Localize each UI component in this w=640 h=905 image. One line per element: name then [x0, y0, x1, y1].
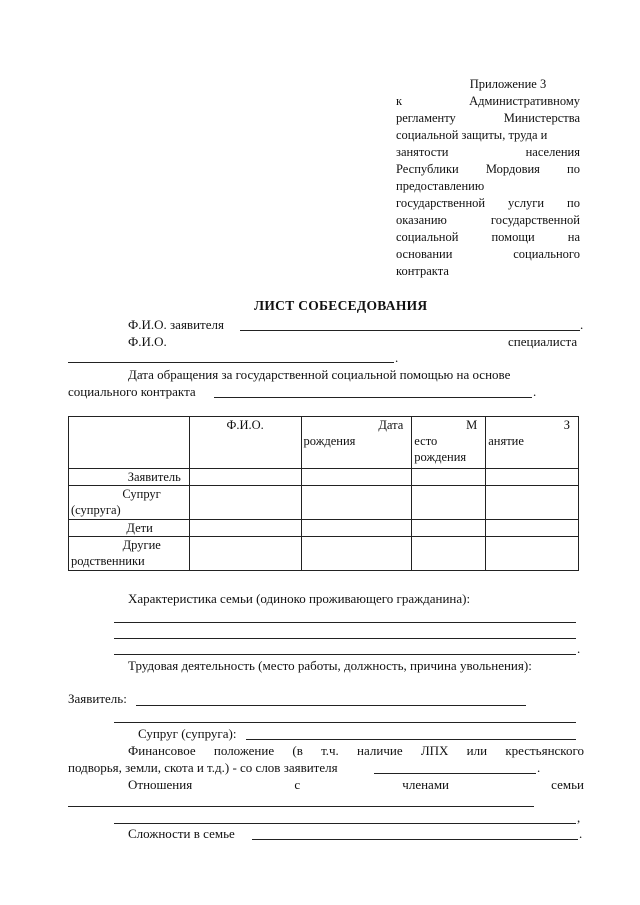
header-place-2: есто [414, 434, 438, 448]
annex-line [396, 229, 580, 246]
annex-word: предоставлению [396, 179, 485, 193]
table-header-row [69, 417, 579, 469]
fio-applicant-dot: . [580, 317, 584, 332]
annex-word: занятости [396, 145, 449, 159]
word: крестьянского [505, 743, 584, 758]
table-cell[interactable] [486, 520, 579, 537]
fio-applicant-label: Ф.И.О. заявителя [128, 317, 224, 332]
annex-line [396, 93, 580, 110]
word: ЛПХ [420, 743, 449, 758]
table-row [69, 469, 579, 486]
applicant-field[interactable] [136, 705, 526, 706]
annex-word: населения [525, 145, 580, 159]
annex-line [396, 212, 580, 229]
table-cell[interactable] [412, 486, 486, 520]
annex-word: Административному [469, 94, 580, 108]
table-cell[interactable] [412, 520, 486, 537]
finance-dot: . [537, 760, 541, 775]
row-label-relatives [69, 537, 190, 571]
word: т.ч. [321, 743, 339, 758]
word: (в [292, 743, 303, 758]
difficulties-dot: . [579, 826, 583, 841]
annex-word: по [567, 196, 580, 210]
table-cell[interactable] [189, 537, 301, 571]
table-row [69, 537, 579, 571]
relations-comma: , [577, 810, 581, 825]
table-cell[interactable] [412, 537, 486, 571]
header-empty [69, 417, 190, 469]
annex-line [396, 110, 580, 127]
table-row [69, 520, 579, 537]
date-label: Дата обращения за государственной социальной помощью на основе [128, 367, 511, 382]
annex-word: к [396, 94, 403, 108]
word: наличие [357, 743, 403, 758]
form-title: ЛИСТ СОБЕСЕДОВАНИЯ [254, 298, 428, 313]
annex-word: Мордовия [485, 162, 540, 176]
header-fio: Ф.И.О. [189, 417, 301, 469]
annex-line [396, 195, 580, 212]
header-place-3: рождения [414, 450, 467, 464]
annex-line [396, 246, 580, 263]
row-label-spouse-1: Супруг [122, 487, 161, 501]
annex-word: оказанию [396, 213, 447, 227]
annex-word: регламенту [396, 111, 456, 125]
table-cell[interactable] [189, 469, 301, 486]
table-row [69, 486, 579, 520]
spouse-label: Супруг (супруга): [138, 726, 237, 741]
row-label-applicant: Заявитель [69, 469, 190, 486]
work-label: Трудовая деятельность (место работы, должность, причина увольнения): [128, 658, 532, 673]
annex-line [396, 144, 580, 161]
annex-word: контракта [396, 264, 449, 278]
word: членами [402, 777, 450, 792]
relations-field-2[interactable] [114, 823, 576, 824]
applicant-label: Заявитель: [68, 691, 127, 706]
relations-label [128, 777, 584, 793]
table-cell[interactable] [486, 486, 579, 520]
relations-field-1[interactable] [68, 806, 534, 807]
applicant-field-2[interactable] [114, 722, 576, 723]
table-cell[interactable] [301, 469, 412, 486]
header-occupation [486, 417, 579, 469]
date-dot: . [533, 384, 537, 399]
table-cell[interactable] [301, 486, 412, 520]
table-cell[interactable] [486, 469, 579, 486]
annex-word: государственной [490, 213, 580, 227]
annex-word: помощи [491, 230, 535, 244]
family-label: Характеристика семьи (одиноко проживающего гражданина): [128, 591, 471, 606]
header-birthdate [301, 417, 412, 469]
finance-label-2: подворья, земли, скота и т.д.) - со слов заявителя [68, 760, 338, 775]
header-occ-1: З [563, 418, 570, 432]
table-cell[interactable] [486, 537, 579, 571]
family-line-2[interactable] [114, 638, 576, 639]
header-birthdate-2: рождения [303, 434, 356, 448]
difficulties-field[interactable] [252, 839, 578, 840]
row-label-spouse [69, 486, 190, 520]
table-cell[interactable] [301, 537, 412, 571]
family-line-1[interactable] [114, 622, 576, 623]
finance-label [128, 743, 584, 759]
header-birthdate-1: Дата [378, 418, 404, 432]
annex-word: социальной защиты, труда и [396, 128, 548, 142]
word: Финансовое [128, 743, 196, 758]
header-occ-2: анятие [488, 434, 524, 448]
fio-specialist-dot: . [395, 350, 399, 365]
table-cell[interactable] [189, 520, 301, 537]
annex-word: по [567, 162, 580, 176]
annex-line [396, 161, 580, 178]
annex-line [396, 127, 580, 144]
finance-field[interactable] [374, 773, 536, 774]
family-line-3[interactable] [114, 654, 576, 655]
annex-word: на [567, 230, 580, 244]
family-table [68, 416, 579, 571]
header-place [412, 417, 486, 469]
annex-block [396, 76, 580, 280]
annex-line [396, 263, 580, 280]
row-label-relatives-1: Другие [122, 538, 161, 552]
date-field[interactable] [214, 397, 532, 398]
annex-word: услуги [508, 196, 545, 210]
word: с [294, 777, 301, 792]
annex-title: Приложение 3 [469, 77, 547, 91]
word: или [466, 743, 488, 758]
annex-word: Республики [396, 162, 459, 176]
row-label-children: Дети [69, 520, 190, 537]
word: положение [213, 743, 275, 758]
fio-specialist-label: Ф.И.О. [128, 334, 167, 349]
family-dot: . [577, 641, 581, 656]
annex-word: государственной [396, 196, 486, 210]
word: Отношения [128, 777, 193, 792]
date-label-2: социального контракта [68, 384, 196, 399]
fio-applicant-field[interactable] [240, 330, 580, 331]
annex-word: социальной [396, 230, 459, 244]
annex-text [396, 93, 580, 280]
annex-word: основании [396, 247, 453, 261]
word: семьи [551, 777, 584, 792]
difficulties-label: Сложности в семье [128, 826, 235, 841]
annex-line [396, 178, 580, 195]
table-cell[interactable] [301, 520, 412, 537]
row-label-spouse-2: (супруга) [71, 503, 121, 517]
row-label-relatives-2: родственники [71, 554, 145, 568]
table-cell[interactable] [412, 469, 486, 486]
header-place-1: М [466, 418, 478, 432]
fio-specialist-field[interactable] [68, 362, 394, 363]
specialist-word: специалиста [508, 334, 578, 349]
annex-word: социального [513, 247, 580, 261]
spouse-field[interactable] [246, 739, 576, 740]
annex-word: Министерства [503, 111, 580, 125]
table-cell[interactable] [189, 486, 301, 520]
